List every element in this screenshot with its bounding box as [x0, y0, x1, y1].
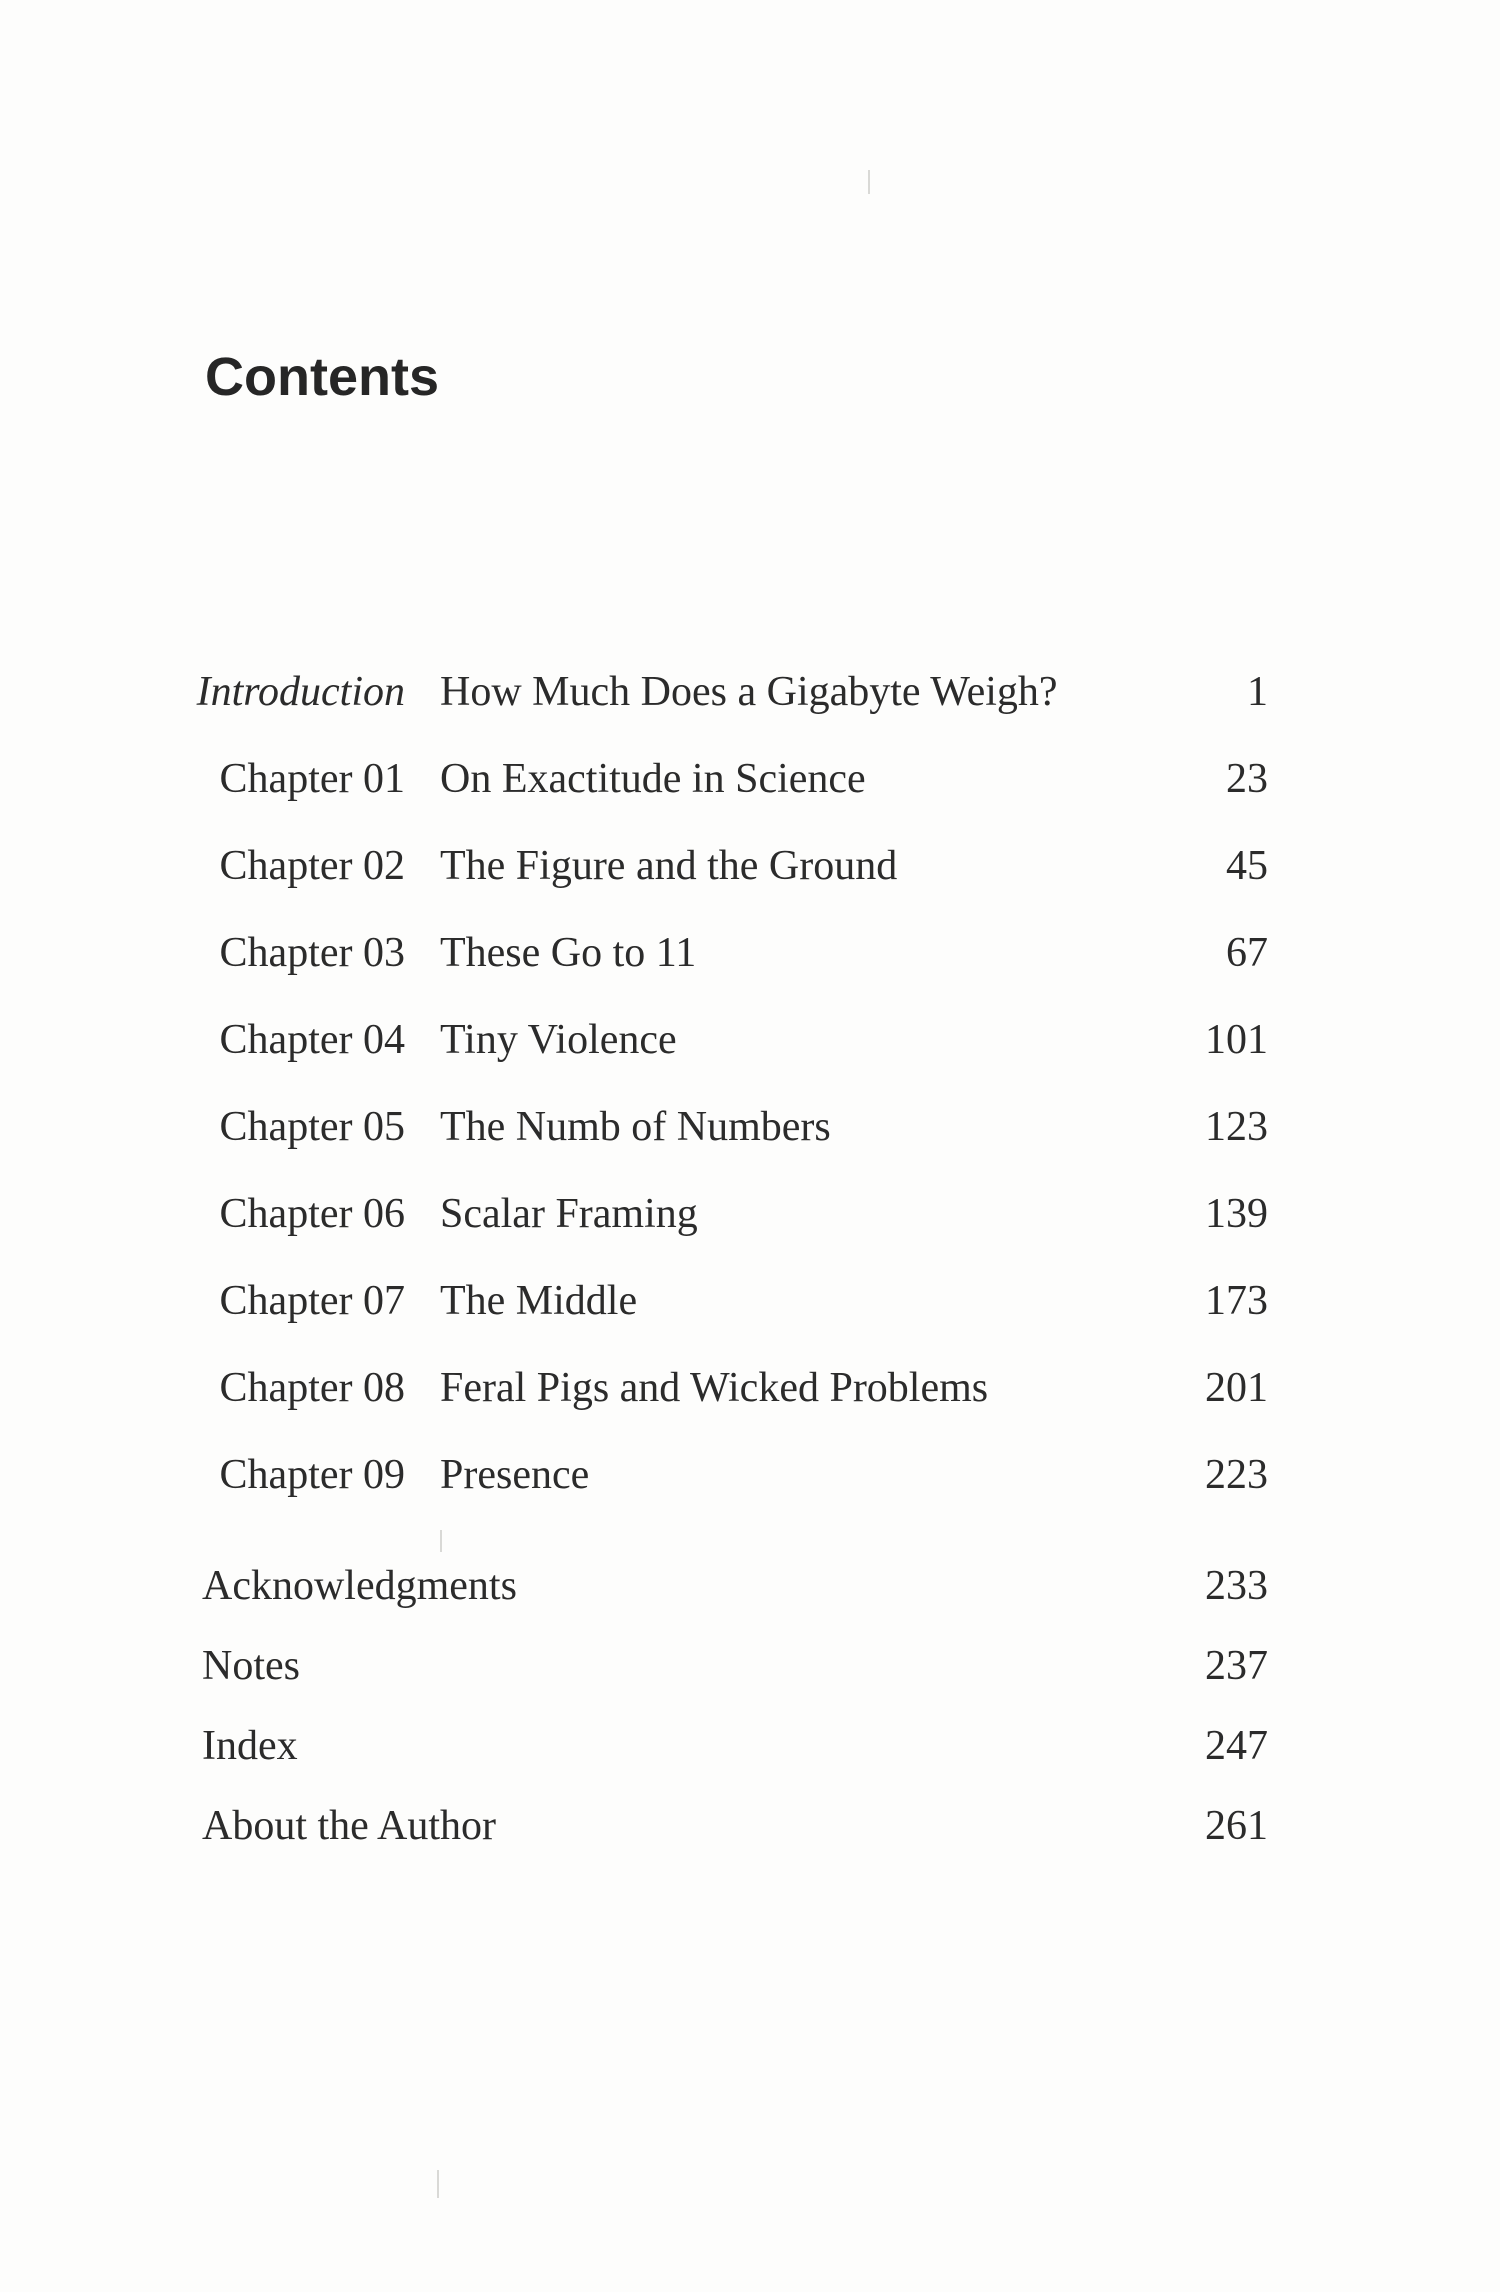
chapter-label: Chapter 03 — [219, 930, 405, 976]
chapter-title: The Figure and the Ground — [440, 843, 898, 889]
chapter-title: Tiny Violence — [440, 1017, 677, 1063]
chapter-title: Scalar Framing — [440, 1191, 698, 1237]
chapter-title: How Much Does a Gigabyte Weigh? — [440, 669, 1058, 715]
chapter-label: Chapter 09 — [219, 1452, 405, 1498]
toc-row-acknowledgments[interactable] — [0, 1546, 1500, 1626]
chapter-label: Chapter 01 — [219, 756, 405, 802]
page-title: Contents — [205, 347, 439, 407]
chapter-label: Chapter 02 — [219, 843, 405, 889]
back-matter-page-number: 247 — [1205, 1723, 1268, 1769]
chapter-title: Presence — [440, 1452, 590, 1498]
chapter-label: Chapter 06 — [219, 1191, 405, 1237]
chapter-label: Chapter 08 — [219, 1365, 405, 1411]
chapter-page-number: 45 — [1226, 843, 1268, 889]
chapter-title: The Numb of Numbers — [440, 1104, 831, 1150]
toc-row-chapter-08[interactable] — [0, 1348, 1500, 1428]
back-matter-page-number: 237 — [1205, 1643, 1268, 1689]
chapter-label: Introduction — [196, 669, 405, 715]
scan-speck — [437, 2170, 439, 2198]
toc-row-notes[interactable] — [0, 1626, 1500, 1706]
scan-speck — [440, 1530, 442, 1552]
chapter-label: Chapter 07 — [219, 1278, 405, 1324]
toc-row-chapter-05[interactable] — [0, 1087, 1500, 1167]
chapter-title: Feral Pigs and Wicked Problems — [440, 1365, 989, 1411]
back-matter-title: Acknowledgments — [202, 1563, 517, 1609]
toc-row-chapter-07[interactable] — [0, 1261, 1500, 1341]
toc-row-chapter-04[interactable] — [0, 1000, 1500, 1080]
toc-row-chapter-01[interactable] — [0, 739, 1500, 819]
chapter-title: The Middle — [440, 1278, 638, 1324]
toc-row-chapter-02[interactable] — [0, 826, 1500, 906]
chapter-title: These Go to 11 — [440, 930, 697, 976]
scan-speck — [868, 170, 870, 194]
chapter-page-number: 101 — [1205, 1017, 1268, 1063]
chapter-page-number: 223 — [1205, 1452, 1268, 1498]
back-matter-title: About the Author — [202, 1803, 496, 1849]
chapter-page-number: 23 — [1226, 756, 1268, 802]
toc-row-chapter-06[interactable] — [0, 1174, 1500, 1254]
toc-row-chapter-09[interactable] — [0, 1435, 1500, 1515]
chapter-page-number: 201 — [1205, 1365, 1268, 1411]
toc-row-chapter-03[interactable] — [0, 913, 1500, 993]
chapter-page-number: 67 — [1226, 930, 1268, 976]
chapter-page-number: 139 — [1205, 1191, 1268, 1237]
toc-row-index[interactable] — [0, 1706, 1500, 1786]
back-matter-title: Index — [202, 1723, 298, 1769]
chapter-label: Chapter 04 — [219, 1017, 405, 1063]
chapter-title: On Exactitude in Science — [440, 756, 866, 802]
back-matter-page-number: 261 — [1205, 1803, 1268, 1849]
back-matter-title: Notes — [202, 1643, 300, 1689]
chapter-label: Chapter 05 — [219, 1104, 405, 1150]
toc-row-about-the-author[interactable] — [0, 1786, 1500, 1866]
chapter-page-number: 123 — [1205, 1104, 1268, 1150]
back-matter-page-number: 233 — [1205, 1563, 1268, 1609]
toc-row-introduction[interactable] — [0, 652, 1500, 732]
chapter-page-number: 1 — [1247, 669, 1268, 715]
chapter-page-number: 173 — [1205, 1278, 1268, 1324]
